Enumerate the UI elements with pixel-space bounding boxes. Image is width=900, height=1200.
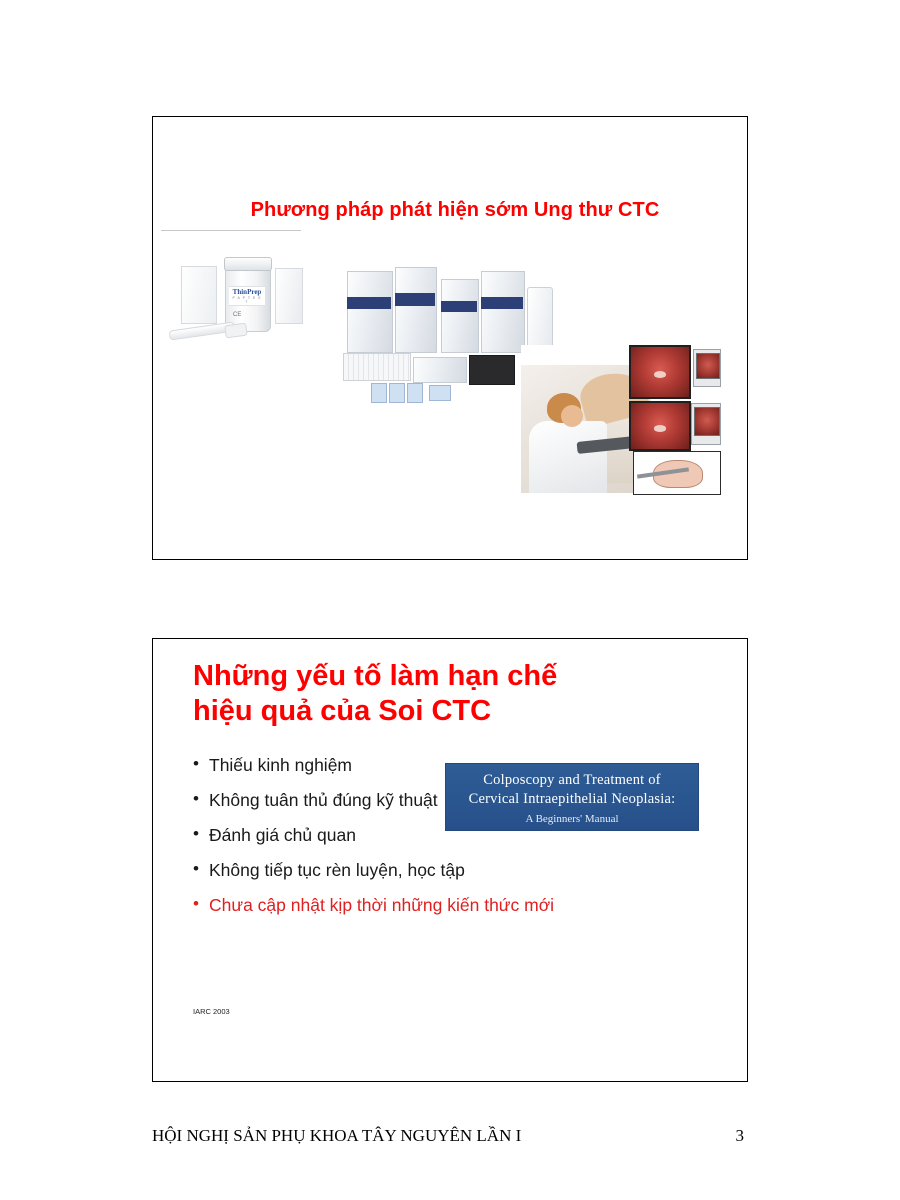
lab-box-1 (347, 271, 393, 353)
lab-tube-rack (413, 357, 467, 383)
kit-ce-mark: CE (233, 312, 242, 318)
kit-vial-cap (224, 257, 272, 271)
clinician-face (561, 405, 583, 427)
list-item: • Thiếu kinh nghiệm (193, 755, 713, 776)
list-item: • Chưa cập nhật kịp thời những kiến thức mới (193, 895, 713, 916)
monitor-screen (696, 353, 721, 379)
monitor-large (691, 403, 721, 445)
kit-brand-sublabel: P A P T E S T (232, 296, 262, 304)
pipette-tray (343, 353, 411, 381)
list-item: • Đánh giá chủ quan (193, 825, 713, 846)
lab-slide-4 (429, 385, 451, 401)
cervix-image-1 (629, 345, 691, 399)
monitor-screen (694, 407, 721, 435)
lab-slide-3 (407, 383, 423, 403)
list-item: • Không tiếp tục rèn luyện, học tập (193, 860, 713, 881)
cervical-os (654, 425, 667, 431)
page-number: 3 (735, 1126, 744, 1145)
lab-box-2 (395, 267, 437, 353)
title-rule (161, 230, 301, 231)
kit-brush (224, 323, 248, 339)
anatomy-diagram (633, 451, 721, 495)
book-cover-image (445, 763, 699, 831)
kit-box-left (181, 266, 217, 324)
cervical-os (654, 371, 667, 378)
kit-brand-label: ThinPrep (232, 288, 262, 296)
slide-1-title: Phương pháp phát hiện sớm Ung thư CTC (250, 199, 660, 221)
lab-box-4 (481, 271, 525, 353)
lab-box-2-band (395, 293, 435, 306)
lab-box-3-band (441, 301, 477, 312)
slide-2-title-line-1: Những yếu tố làm hạn chế (193, 660, 558, 692)
lab-box-4-band (481, 297, 523, 309)
slide-2-title-line-2: hiệu quả của Soi CTC (193, 695, 492, 728)
lab-reagent-bottle (527, 287, 553, 353)
kit-box-right (275, 268, 303, 324)
book-subtitle: A Beginners' Manual (525, 813, 619, 826)
slide-2-title (193, 659, 713, 730)
lab-black-case (469, 355, 515, 385)
cervix-image-2 (629, 401, 691, 451)
colposcopy-image-group (521, 345, 719, 493)
clinician-coat (529, 421, 607, 493)
list-item: • Không tuân thủ đúng kỹ thuật (193, 790, 713, 811)
monitor-small (693, 349, 721, 387)
lab-box-1-band (347, 297, 391, 309)
slide-2 (152, 638, 748, 1082)
footer-title: HỘI NGHỊ SẢN PHỤ KHOA TÂY NGUYÊN LẦN I (152, 1126, 522, 1145)
slide-1 (152, 116, 748, 560)
book-title-line-1: Colposcopy and Treatment of (483, 772, 661, 788)
page-footer (152, 1126, 748, 1150)
lab-slide-2 (389, 383, 405, 403)
source-citation: IARC 2003 (193, 1007, 230, 1016)
lab-box-3 (441, 279, 479, 353)
book-title-line-2: Cervical Intraepithelial Neoplasia: (468, 790, 676, 807)
thinprep-kit-image (163, 254, 308, 354)
lab-slide-1 (371, 383, 387, 403)
